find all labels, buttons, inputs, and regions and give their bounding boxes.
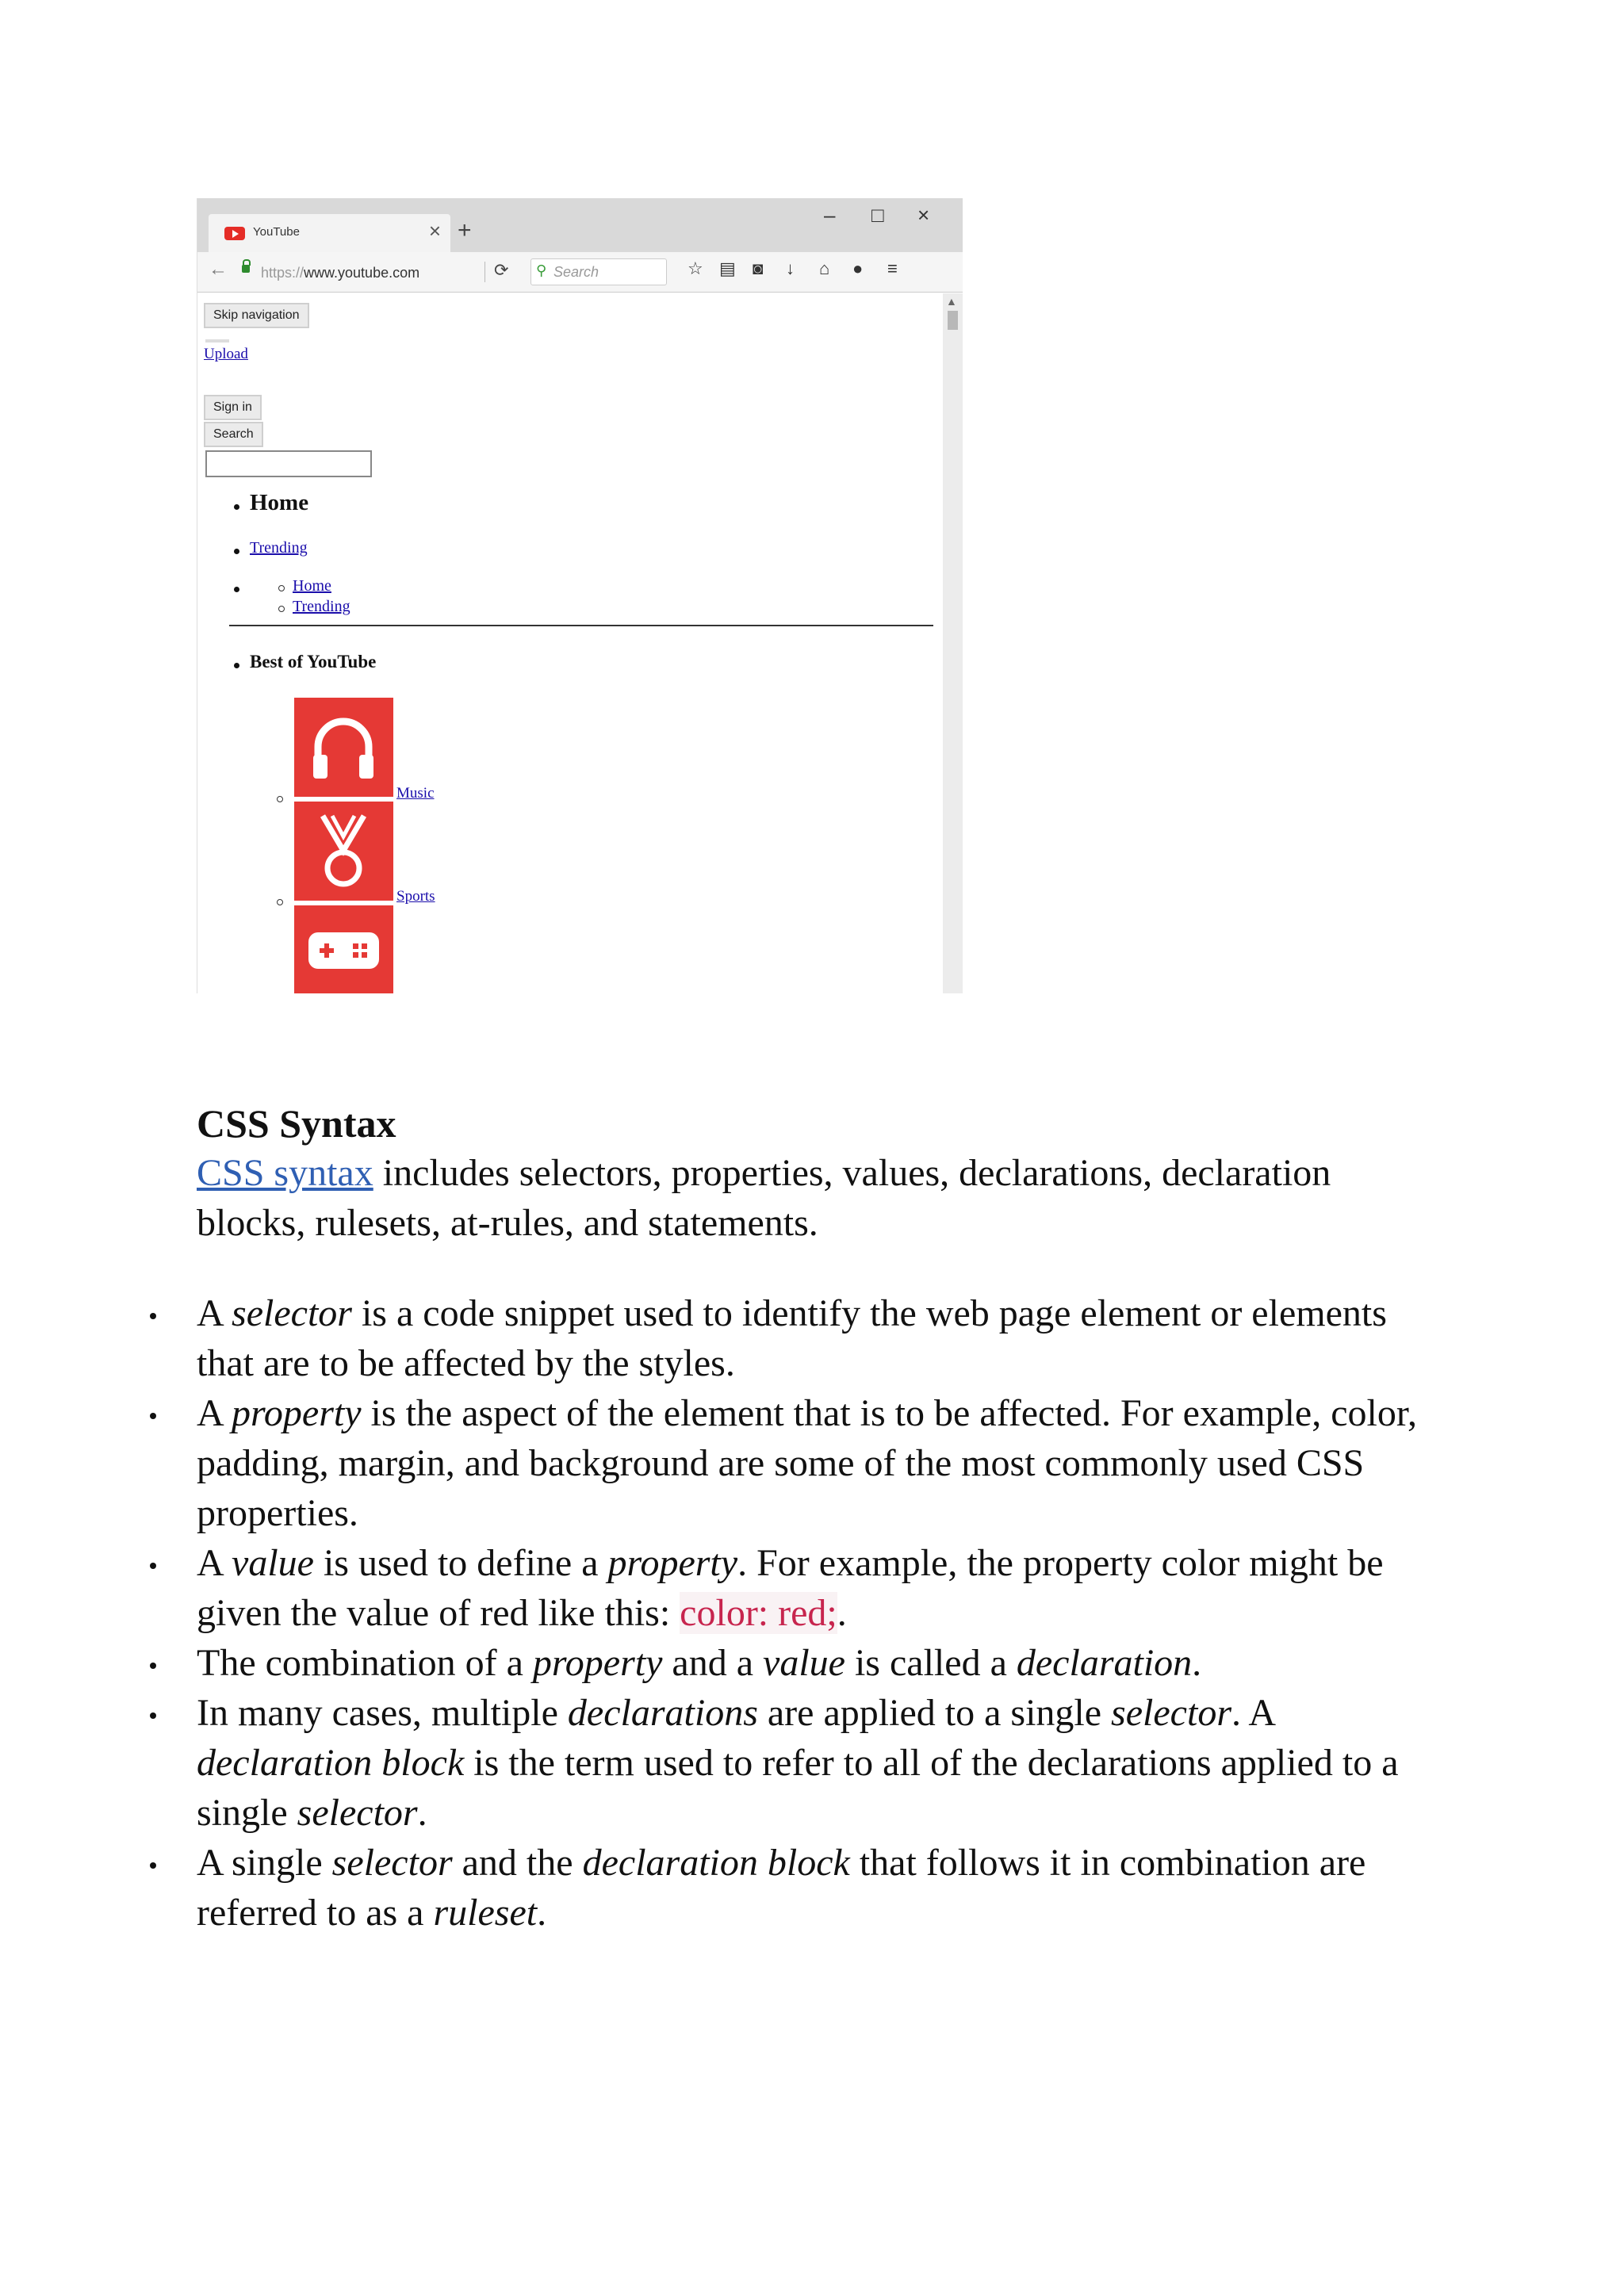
definitions-list [197, 1288, 1434, 1938]
sub-home-link[interactable]: Home [293, 577, 331, 595]
gaming-tile[interactable] [294, 905, 393, 993]
bullet [234, 663, 239, 668]
list-item: In many cases, multiple declarations are applied to a single selector. A declaration block is the term used to refer to all of the declarations applied to a single selector. [197, 1688, 1434, 1838]
pocket-icon[interactable]: ◙ [753, 258, 764, 278]
tab-title: YouTube [253, 225, 300, 239]
window-minimize-button[interactable]: – [824, 203, 836, 227]
medal-icon [294, 802, 393, 901]
scroll-up-icon[interactable]: ▲ [946, 295, 957, 308]
intro-paragraph: CSS syntax includes selectors, properties, values, declarations, declaration blocks, rulesets, at-rules, and statements. [197, 1152, 1331, 1244]
search-placeholder: Search [553, 264, 599, 280]
home-heading: Home [250, 490, 309, 515]
url-bar[interactable]: https://www.youtube.com [261, 265, 420, 281]
reading-list-icon[interactable]: ▤ [719, 258, 736, 278]
download-icon[interactable]: ↓ [786, 258, 795, 278]
bookmark-star-icon[interactable]: ☆ [688, 258, 703, 278]
account-icon[interactable]: ● [852, 258, 864, 278]
bullet [234, 549, 239, 554]
divider [205, 339, 229, 342]
tab-youtube[interactable] [209, 214, 450, 252]
sign-in-button[interactable]: Sign in [204, 395, 262, 420]
sub-bullet [277, 796, 283, 802]
browser-screenshot [197, 198, 963, 993]
headphones-icon [294, 698, 393, 797]
music-tile[interactable] [294, 698, 393, 797]
window-maximize-button[interactable]: □ [871, 203, 884, 227]
youtube-logo-icon [224, 227, 245, 240]
trending-link[interactable]: Trending [250, 539, 308, 557]
tab-close-icon[interactable]: × [428, 219, 441, 243]
music-link[interactable]: Music [396, 785, 435, 802]
list-item: The combination of a property and a value is called a declaration. [197, 1638, 1434, 1688]
search-button[interactable]: Search [204, 422, 263, 447]
gamepad-icon [294, 905, 393, 993]
tab-bar [197, 198, 963, 252]
code-snippet: color: red; [680, 1592, 837, 1634]
search-input[interactable] [205, 450, 372, 477]
list-item: A property is the aspect of the element that is to be affected. For example, color, padding, margin, and background are some of the most commonly used CSS properties. [197, 1388, 1434, 1538]
sub-bullet [278, 606, 285, 612]
home-icon[interactable]: ⌂ [819, 258, 830, 278]
page-content [197, 292, 943, 993]
css-syntax-link[interactable]: CSS syntax [197, 1152, 373, 1194]
lock-icon [242, 265, 250, 273]
new-tab-button[interactable]: + [458, 217, 472, 243]
window-close-button[interactable]: × [917, 203, 930, 227]
skip-navigation-button[interactable]: Skip navigation [204, 303, 309, 328]
sub-bullet [277, 899, 283, 905]
scrollbar[interactable] [943, 293, 963, 993]
sub-bullet [278, 585, 285, 591]
back-arrow-icon[interactable]: ← [209, 258, 228, 280]
sports-tile[interactable] [294, 802, 393, 901]
section-heading: CSS Syntax [197, 1101, 396, 1146]
reload-icon[interactable]: ⟳ [494, 260, 509, 280]
bullet [234, 504, 239, 510]
upload-link[interactable]: Upload [204, 346, 248, 362]
browser-search-field[interactable] [530, 258, 667, 285]
horizontal-rule [229, 625, 933, 626]
bullet [234, 587, 239, 592]
list-item: A value is used to define a property. For example, the property color might be given the value of red like this: color: red;. [197, 1538, 1434, 1638]
sports-link[interactable]: Sports [396, 888, 435, 905]
sub-trending-link[interactable]: Trending [293, 598, 350, 615]
list-item: A single selector and the declaration block that follows it in combination are referred to as a ruleset. [197, 1838, 1434, 1938]
menu-icon[interactable]: ≡ [887, 258, 898, 278]
list-item: A selector is a code snippet used to identify the web page element or elements that are to be affected by the styles. [197, 1288, 1434, 1388]
best-of-youtube-heading: Best of YouTube [250, 652, 377, 672]
scroll-thumb[interactable] [948, 311, 958, 330]
navigation-toolbar [197, 252, 963, 293]
search-engine-icon: ⚲ [536, 262, 547, 278]
